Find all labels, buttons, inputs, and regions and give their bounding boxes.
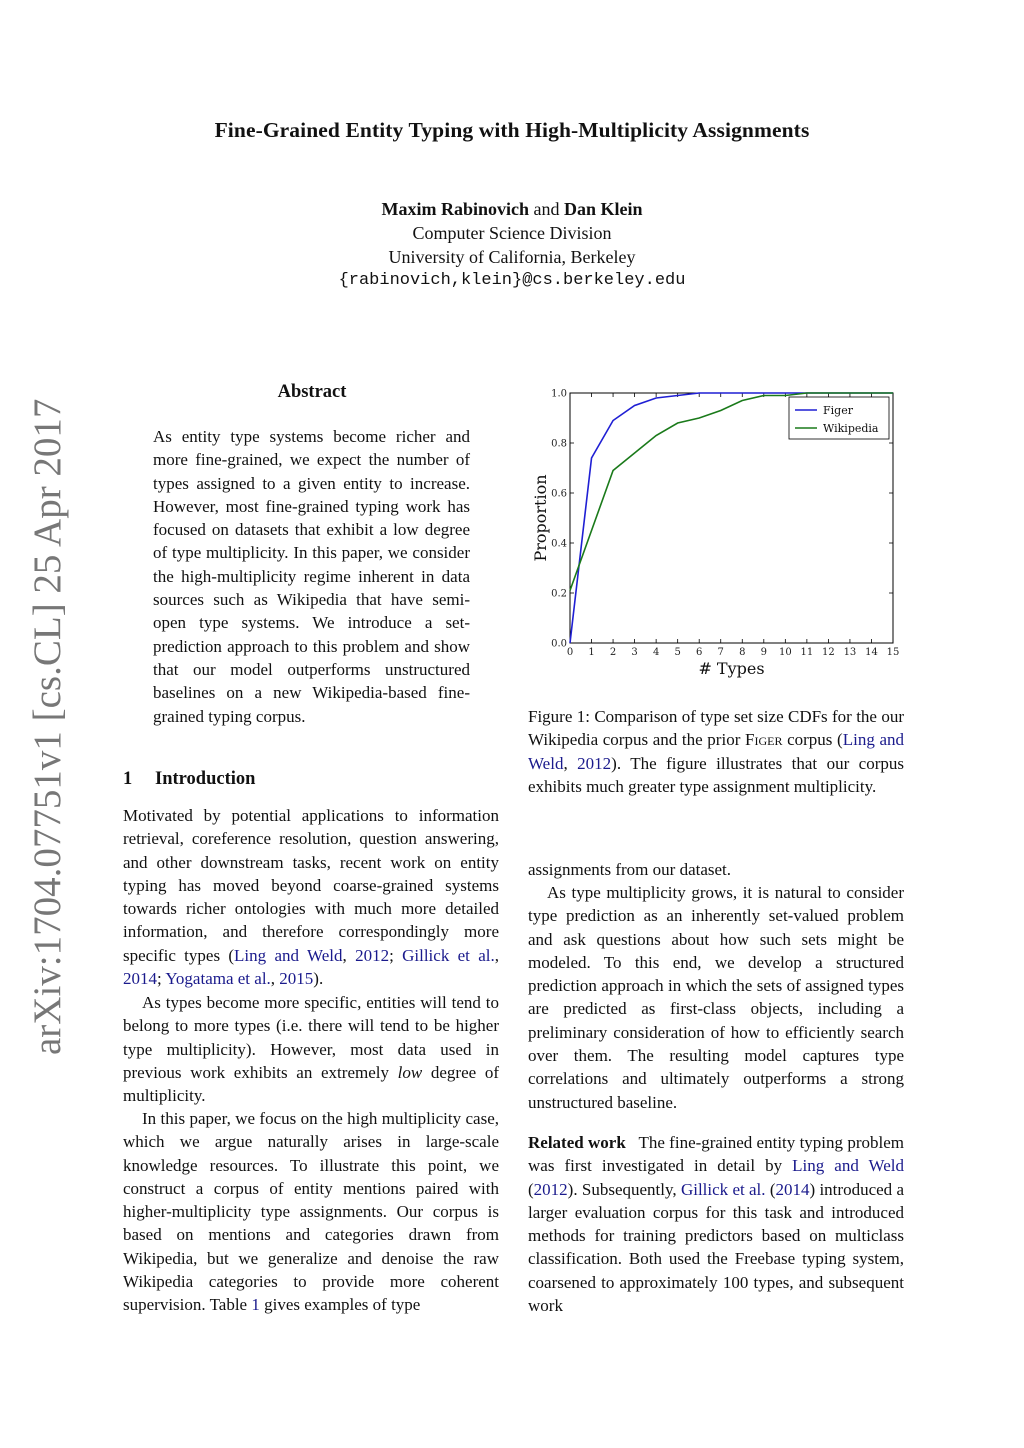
chart-legend bbox=[789, 397, 889, 439]
text-run: ) introduced a larger evaluation corpus for this task and introduced methods for training predictors based on multiclass classification. Both used the Freebase typing system, coarsened to approximately 100 types, and subsequent work bbox=[528, 1179, 904, 1316]
citation-link[interactable]: Ling and Weld bbox=[234, 945, 343, 965]
x-tick-label: 10 bbox=[778, 647, 792, 658]
intro-paragraph-3 bbox=[123, 1107, 499, 1317]
figer-name: Figer bbox=[745, 730, 783, 750]
text-run: , bbox=[342, 945, 356, 965]
citation-link[interactable]: 2012 bbox=[355, 945, 390, 965]
citation-link[interactable]: 2014 bbox=[123, 969, 157, 989]
text-run: , bbox=[270, 969, 280, 989]
author-line bbox=[0, 197, 1024, 221]
citation-link[interactable]: 2012 bbox=[533, 1179, 568, 1199]
intro-paragraph-1 bbox=[123, 804, 499, 990]
x-tick-label: 12 bbox=[822, 647, 835, 658]
x-tick-label: 4 bbox=[652, 647, 660, 658]
figure-caption bbox=[528, 705, 904, 798]
text-run: Motivated by potential applications to information retrieval, coreference resolution, question answering, and other downstream tasks, recent work on entity typing has moved beyond coarse-grained systems towards richer ontologies with much more detailed information, and therefore correspondingly more specific types ( bbox=[123, 806, 499, 965]
text-run: ). Subsequently, bbox=[567, 1179, 681, 1199]
citation-link[interactable]: 2012 bbox=[577, 753, 612, 773]
author-division: Computer Science Division bbox=[412, 223, 612, 243]
x-tick-label: 1 bbox=[588, 647, 595, 658]
citation-link[interactable]: Yogatama et al. bbox=[165, 969, 271, 989]
col2-paragraph-1: assignments from our dataset. bbox=[528, 860, 732, 879]
text-run: ( bbox=[528, 1179, 534, 1199]
author-email[interactable]: {rabinovich,klein}@cs.berkeley.edu bbox=[338, 271, 686, 290]
y-tick-label: 0.0 bbox=[551, 638, 567, 650]
legend-label: Wikipedia bbox=[823, 422, 879, 435]
citation-link[interactable]: Gillick et al. bbox=[680, 1179, 766, 1199]
x-tick-label: 0 bbox=[566, 647, 574, 658]
text-run: In this paper, we focus on the high multiplicity case, which we argue naturally arises in large-scale knowledge resources. To illustrate this point, we construct a corpus of entity mentions paired with higher-multiplicity type assignments. Our corpus is based on mentions and categories drawn from Wikipedia, but we generalize and denoise the raw Wikipedia categories to provide more coherent supervision. Table bbox=[123, 1109, 499, 1315]
figure-1-chart bbox=[528, 382, 904, 682]
section-number: 1 bbox=[123, 769, 133, 789]
abstract-heading: Abstract bbox=[277, 382, 347, 402]
y-tick-label: 0.4 bbox=[551, 538, 567, 550]
text-run: degree of multiplicity. bbox=[123, 1062, 500, 1106]
text-run: corpus ( bbox=[782, 730, 843, 750]
citation-link[interactable]: 2014 bbox=[775, 1179, 810, 1199]
y-axis-label: Proportion bbox=[531, 474, 550, 562]
text-run: ; bbox=[389, 945, 403, 965]
related-work-paragraph bbox=[528, 1131, 904, 1317]
x-tick-label: 14 bbox=[865, 647, 878, 658]
text-run: ; bbox=[157, 969, 166, 989]
x-axis-label: # Types bbox=[698, 659, 765, 678]
text-run: ). The figure illustrates that our corpus exhibits much greater type assignment multiplicity. bbox=[528, 753, 905, 796]
citation-link[interactable]: Ling and Weld bbox=[792, 1156, 904, 1176]
y-tick-label: 0.2 bbox=[551, 588, 567, 600]
citation-link[interactable]: Gillick et al. bbox=[402, 945, 495, 965]
legend-label: Figer bbox=[823, 404, 853, 417]
text-run: ). bbox=[313, 969, 324, 989]
y-tick-label: 0.8 bbox=[551, 438, 567, 450]
text-run: As types become more specific, entities will tend to belong to more types (i.e. there will tend to be higher type multiplicity). However, most data used in previous work exhibits an extremely bbox=[123, 993, 499, 1082]
x-tick-label: 7 bbox=[717, 647, 724, 658]
author-university: University of California, Berkeley bbox=[388, 247, 636, 267]
section-heading-introduction bbox=[123, 769, 255, 790]
x-tick-label: 6 bbox=[696, 647, 703, 658]
x-tick-label: 8 bbox=[739, 647, 746, 658]
x-tick-label: 2 bbox=[609, 647, 617, 658]
text-run: ( bbox=[765, 1179, 776, 1199]
author-block bbox=[0, 197, 1024, 293]
emphasis: low bbox=[397, 1062, 423, 1082]
col2-paragraph-2: As type multiplicity grows, it is natural to consider type prediction as an inherently set-valued problem and ask questions about how such sets might be modeled. To this end, we develop a structured prediction approach in which the sets of assigned types are predicted as first-class objects, including a preliminary consideration of how to efficiently search over them. The resulting model captures type correlations and ultimately outperforms a strong unstructured baseline. bbox=[528, 883, 904, 1112]
table-ref-link[interactable]: 1 bbox=[251, 1295, 260, 1315]
y-tick-label: 0.6 bbox=[551, 488, 567, 500]
text-run: gives examples of type bbox=[259, 1295, 421, 1315]
x-tick-label: 15 bbox=[886, 647, 900, 658]
citation-link[interactable]: Ling and Weld bbox=[528, 730, 905, 773]
x-tick-label: 9 bbox=[760, 647, 767, 658]
x-tick-label: 13 bbox=[843, 647, 857, 658]
author-name: Dan Klein bbox=[564, 199, 643, 219]
section-title: Introduction bbox=[155, 769, 256, 789]
related-work-heading: Related work bbox=[528, 1133, 626, 1152]
intro-paragraph-2 bbox=[123, 991, 499, 1107]
x-tick-label: 11 bbox=[800, 647, 814, 658]
citation-link[interactable]: 2015 bbox=[279, 969, 314, 989]
y-tick-label: 1.0 bbox=[551, 388, 567, 400]
x-tick-label: 5 bbox=[674, 647, 681, 658]
abstract-text: As entity type systems become richer and more fine-grained, we expect the number of types assigned to a given entity to increase. However, most fine-grained typing work has focused on datasets that exhibit a low degree of type multiplicity. In this paper, we consider the high-multiplicity regime inherent in data sources such as Wikipedia that have semi-open type systems. We introduce a set-prediction approach to this problem and show that our model outperforms unstructured baselines on a new Wikipedia-based fine-grained typing corpus. bbox=[153, 427, 470, 726]
x-tick-label: 3 bbox=[631, 647, 638, 658]
paper-title: Fine-Grained Entity Typing with High-Multiplicity Assignments bbox=[214, 118, 810, 142]
arxiv-side-label: arXiv:1704.07751v1 [cs.CL] 25 Apr 2017 bbox=[26, 398, 69, 1055]
text-run: Figure 1: Comparison of type set size CDFs for the our Wikipedia corpus and the prior bbox=[528, 707, 904, 750]
text-run: , bbox=[563, 753, 578, 773]
author-name: Maxim Rabinovich bbox=[381, 199, 529, 219]
text-run: , bbox=[494, 945, 499, 965]
text-run: The fine-grained entity typing problem was first investigated in detail by bbox=[528, 1133, 904, 1176]
author-and: and bbox=[533, 199, 560, 219]
